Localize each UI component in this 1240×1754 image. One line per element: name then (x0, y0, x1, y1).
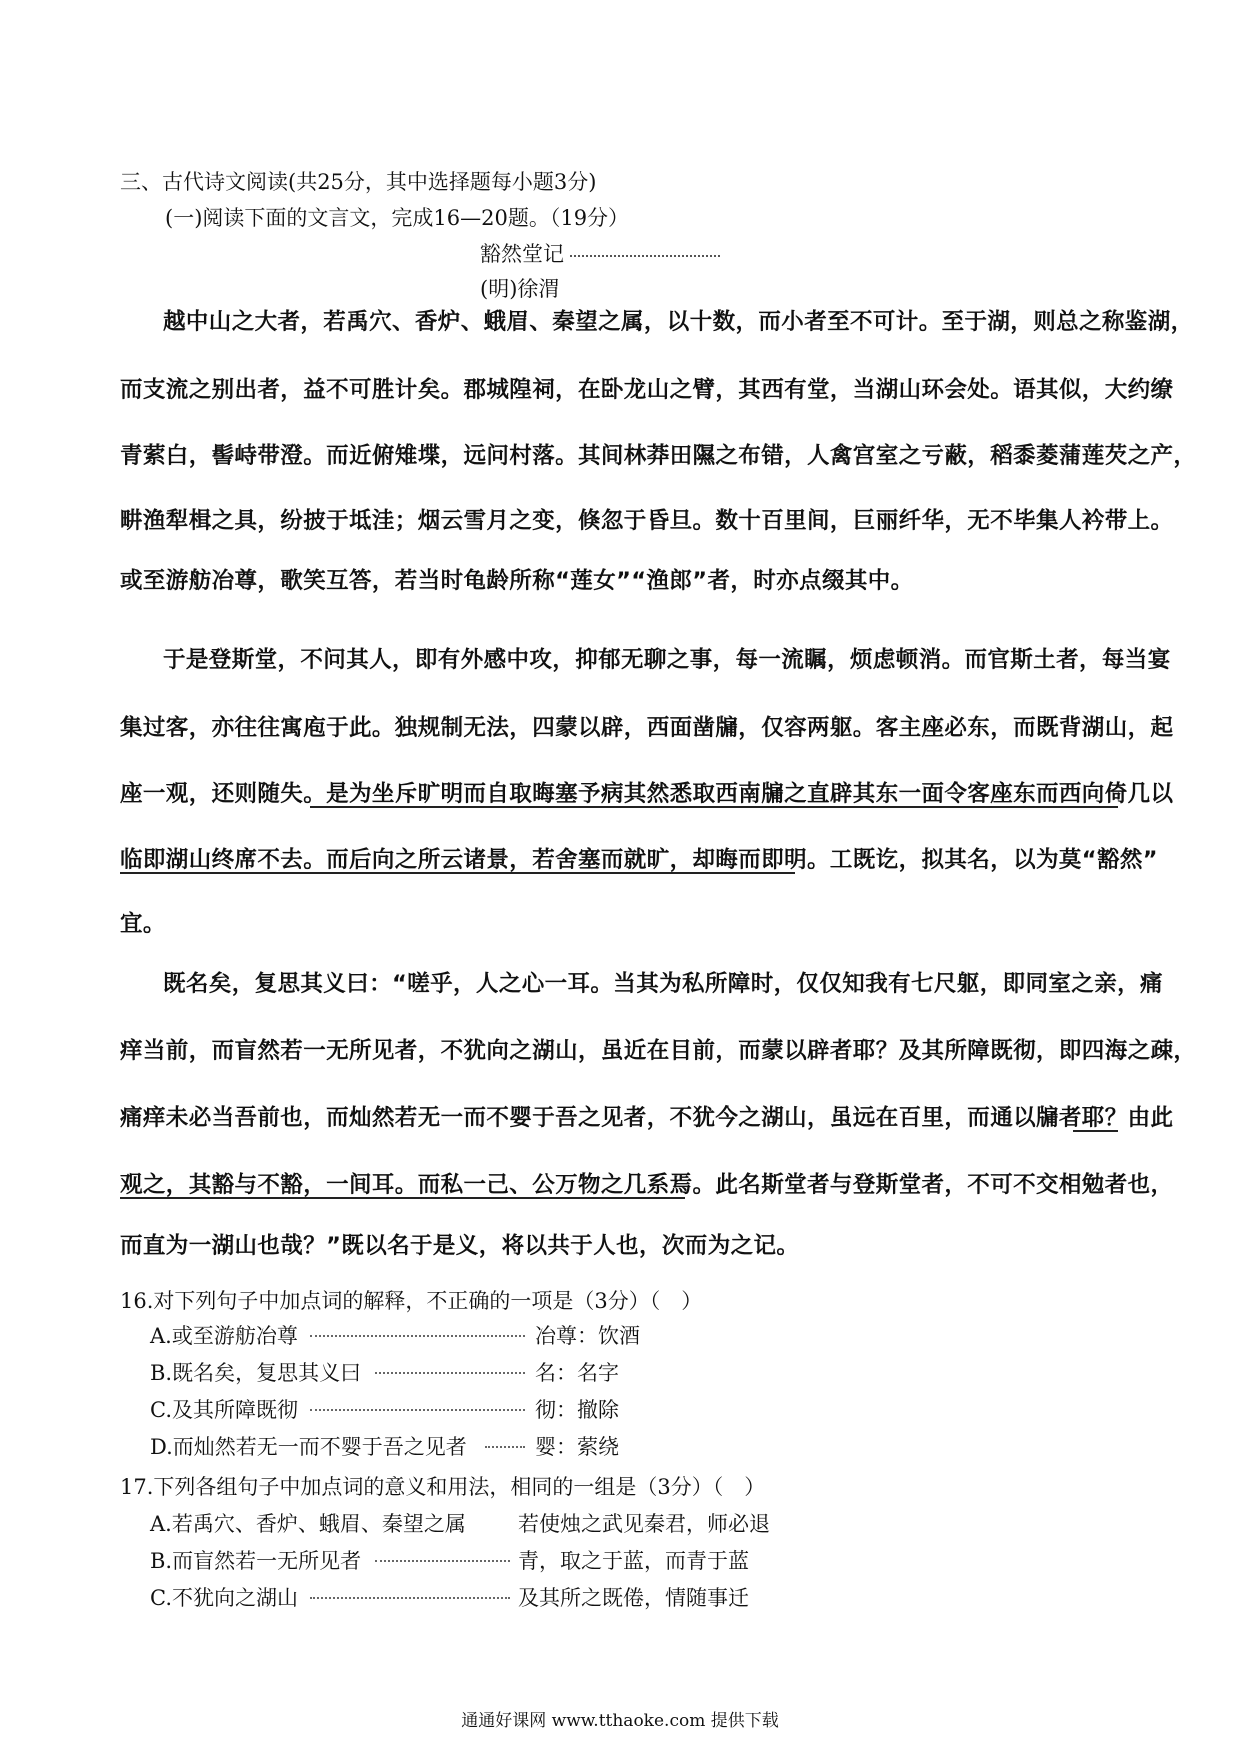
leader-dots (485, 1446, 525, 1448)
paragraph-line: 而直为一湖山也哉？”既以名于是义，将以共于人也，次而为之记。 (120, 1233, 800, 1259)
q16-option-a: A.或至游舫冶尊 (150, 1324, 298, 1348)
q17-option-c-gloss: 及其所之既倦，情随事迁 (518, 1586, 749, 1610)
q17-option-b: B.而盲然若一无所见者 (150, 1549, 362, 1573)
paragraph-line: 于是登斯堂，不问其人，即有外感中攻，抑郁无聊之事，每一流瞩，烦虑顿消。而官斯土者，每当宴 (163, 647, 1171, 673)
essay-author: (明)徐渭 (480, 277, 560, 301)
underline (310, 806, 1118, 808)
leader-dots (310, 1409, 525, 1411)
question-17-stem: 17.下列各组句子中加点词的意义和用法，相同的一组是（3分）（ ） (120, 1475, 766, 1499)
q17-option-a-gloss: 若使烛之武见秦君，师必退 (518, 1512, 770, 1536)
paragraph-line-underlined: 临即湖山终席不去。而后向之所云诸景，若舍塞而就旷，却晦而即明。工既讫，拟其名，以为莫“豁然” (120, 847, 1158, 873)
q16-option-b-gloss: 名：名字 (535, 1361, 619, 1385)
paragraph-line: 或至游舫冶尊，歌笑互答，若当时龟龄所称“莲女”“渔郎”者，时亦点缀其中。 (120, 568, 914, 594)
question-16-stem: 16.对下列句子中加点词的解释，不正确的一项是（3分）（ ） (120, 1289, 703, 1313)
leader-dots (375, 1372, 525, 1374)
paragraph-line: 青萦白，髻峙带澄。而近俯雉堞，远问村落。其间林莽田隰之布错，人禽宫室之亏蔽，稻黍菱蒲莲芡之产， (120, 443, 1197, 469)
paragraph-line: 畊渔犁楫之具，纷披于坻洼；烟云雪月之变，倏忽于昏旦。数十百里间，巨丽纤华，无不毕集人衿带上。 (120, 508, 1174, 534)
section-heading: 三、古代诗文阅读(共25分，其中选择题每小题3分) (120, 170, 597, 194)
paragraph-line: 痒当前，而盲然若一无所见者，不犹向之湖山，虽近在目前，而蒙以辟者耶？及其所障既彻，即四海之疎， (120, 1038, 1197, 1064)
subsection-heading: (一)阅读下面的文言文，完成16—20题。（19分） (165, 206, 630, 230)
leader-dots (375, 1560, 510, 1562)
paragraph-line: 既名矣，复思其义曰：“嗟乎，人之心一耳。当其为私所障时，仅仅知我有七尺躯，即同室之亲，痛 (163, 971, 1163, 997)
q16-option-a-gloss: 冶尊：饮酒 (535, 1324, 640, 1348)
paragraph-line-underlined: 座一观，还则随失。是为坐斥旷明而自取晦塞予病其然悉取西南牖之直辟其东一面令客座东而西向倚几以 (120, 781, 1174, 807)
q16-option-d: D.而灿然若无一而不婴于吾之见者 (150, 1435, 467, 1459)
paragraph-line: 集过客，亦往往寓庖于此。独规制无法，四蒙以辟，西面凿牖，仅容两躯。客主座必东，而既背湖山，起 (120, 715, 1174, 741)
title-dots (570, 255, 720, 257)
q16-option-c: C.及其所障既彻 (150, 1398, 298, 1422)
essay-title (480, 238, 720, 268)
page-footer: 通通好课网 www.tthaoke.com 提供下载 (461, 1711, 779, 1731)
leader-dots (310, 1335, 525, 1337)
underline (120, 1197, 685, 1199)
q17-option-a: A.若禹穴、香炉、蛾眉、秦望之属 (150, 1512, 466, 1536)
q17-option-b-gloss: 青，取之于蓝，而青于蓝 (518, 1549, 749, 1573)
q16-option-c-gloss: 彻：撤除 (535, 1398, 619, 1422)
paragraph-line: 而支流之别出者，益不可胜计矣。郡城隍祠，在卧龙山之臂，其西有堂，当湖山环会处。语其似，大约缭 (120, 377, 1174, 403)
paragraph-line: 痛痒未必当吾前也，而灿然若无一而不婴于吾之见者，不犹今之湖山，虽远在百里，而通以牖者耶？由此 (120, 1105, 1174, 1131)
paragraph-line: 越中山之大者，若禹穴、香炉、蛾眉、秦望之属，以十数，而小者至不可计。至于湖，则总之称鉴湖， (163, 309, 1194, 335)
q16-option-d-gloss: 婴：萦绕 (535, 1435, 619, 1459)
paragraph-line: 宜。 (120, 911, 166, 937)
leader-dots (310, 1597, 510, 1599)
essay-title-text: 豁然堂记 (480, 242, 564, 266)
q16-option-b: B.既名矣，复思其义曰 (150, 1361, 362, 1385)
q17-option-c: C.不犹向之湖山 (150, 1586, 298, 1610)
underline (1073, 1130, 1118, 1132)
paragraph-line-underlined: 观之，其豁与不豁，一间耳。而私一己、公万物之几系焉。此名斯堂者与登斯堂者，不可不交相勉者也， (120, 1172, 1174, 1198)
underline (120, 872, 795, 874)
